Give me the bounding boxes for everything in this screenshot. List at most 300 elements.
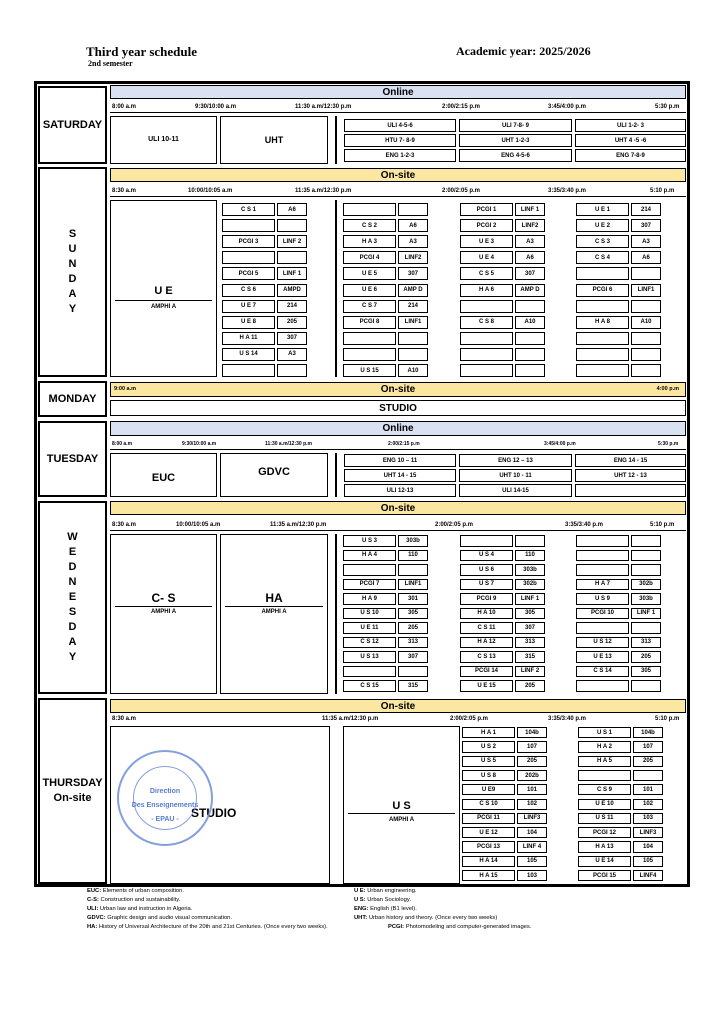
course-cell: C S 10	[462, 799, 515, 810]
room-cell: AMPD	[277, 284, 307, 297]
room-cell: 307	[631, 219, 661, 232]
course-cell: PCGI 5	[222, 267, 275, 280]
room-label: AMPHI A	[261, 609, 287, 615]
legend-item: PCGI: Photomodeling and computer-generated images.	[388, 924, 532, 930]
course-cell: C S 8	[460, 316, 513, 329]
day-mode: On-site	[53, 792, 92, 804]
course-cell	[576, 680, 629, 692]
room-cell: 110	[398, 550, 428, 562]
day-letter: Y	[68, 303, 77, 315]
course-cell: ENG 12 – 13	[459, 454, 572, 467]
course-cell: C S 2	[343, 219, 396, 232]
room-cell	[631, 564, 661, 576]
room-cell: 205	[517, 756, 547, 767]
course-cell: H A 9	[343, 593, 396, 605]
course-cell: UHT 4 -5 -6	[575, 134, 686, 147]
course-cell	[576, 348, 629, 361]
course-cell	[343, 666, 396, 678]
course-cell: HTU 7- 8-9	[344, 134, 456, 147]
room-cell: 303b	[398, 535, 428, 547]
room-cell	[515, 332, 545, 345]
room-cell: 214	[277, 300, 307, 313]
room-cell: 214	[398, 300, 428, 313]
time-label: 2:00/2:05 p.m	[442, 188, 481, 194]
course-cell	[343, 332, 396, 345]
course-cell	[460, 535, 513, 547]
room-cell: 101	[633, 784, 663, 795]
course-block-ha	[220, 534, 328, 694]
course-cell	[576, 622, 629, 634]
course-cell: ENG 14 - 15	[575, 454, 686, 467]
room-cell	[398, 332, 428, 345]
room-cell: A3	[398, 235, 428, 248]
room-cell: 313	[515, 637, 545, 649]
mode-band-online: Online	[110, 85, 686, 99]
room-cell: LINF 4	[517, 841, 547, 852]
course-cell: C S 4	[576, 251, 629, 264]
room-cell: 205	[398, 622, 428, 634]
room-cell: LINF1	[398, 316, 428, 329]
course-cell: H A 4	[343, 550, 396, 562]
room-cell: 305	[515, 608, 545, 620]
time-label: 3:35/3:40 p.m	[548, 188, 587, 194]
course-cell	[576, 300, 629, 313]
legend-item: UHT: Urban history and theory. (Once every two weeks)	[354, 915, 498, 921]
time-label: 5:10 p.m	[650, 522, 675, 528]
room-cell: 102	[633, 799, 663, 810]
room-cell: LINF4	[633, 870, 663, 881]
time-label: 8:00 a.m	[112, 104, 137, 110]
room-cell: LINF 1	[515, 593, 545, 605]
course-cell	[578, 770, 631, 781]
room-cell: 302b	[631, 579, 661, 591]
day-thursday	[38, 698, 107, 884]
room-cell	[515, 364, 545, 377]
room-cell: 305	[398, 608, 428, 620]
course-cell: U E 6	[343, 284, 396, 297]
day-letter: A	[68, 636, 77, 648]
room-cell: 205	[631, 651, 661, 663]
course-block	[110, 116, 217, 164]
course-cell: C S 1	[222, 203, 275, 216]
room-cell	[633, 770, 663, 781]
course-cell: U S 15	[343, 364, 396, 377]
room-cell	[631, 680, 661, 692]
course-cell: ENG 1-2-3	[344, 149, 456, 162]
course-cell: H A 15	[462, 870, 515, 881]
course-cell	[343, 348, 396, 361]
course-cell: U E 11	[343, 622, 396, 634]
legend-item: HA: History of Universal Architecture of the 20th and 21st Centuries. (Once every two weeks).	[87, 924, 328, 930]
official-stamp	[117, 750, 213, 846]
course-cell: ENG 7-8-9	[575, 149, 686, 162]
course-cell	[576, 535, 629, 547]
course-block	[110, 453, 217, 497]
mode-band-onsite: On-site	[110, 501, 686, 515]
course-cell: U S 13	[343, 651, 396, 663]
room-cell: A3	[631, 235, 661, 248]
room-cell: 105	[633, 856, 663, 867]
room-cell: 313	[631, 637, 661, 649]
room-cell	[277, 364, 307, 377]
course-cell: U E 14	[578, 856, 631, 867]
time-row-tuesday	[110, 438, 686, 450]
course-cell: U E 13	[576, 651, 629, 663]
legend-item: U E: Urban engineering.	[354, 888, 417, 894]
course-cell: UHT 1-2-3	[459, 134, 572, 147]
course-cell: H A 11	[222, 332, 275, 345]
course-cell: H A 8	[576, 316, 629, 329]
room-cell	[631, 348, 661, 361]
course-label: HA	[265, 591, 283, 605]
course-cell: PCGI 3	[222, 235, 275, 248]
course-cell: U S 12	[576, 637, 629, 649]
room-cell: AMP D	[398, 284, 428, 297]
course-cell: C S 9	[578, 784, 631, 795]
day-letter: W	[67, 531, 78, 543]
course-cell: C S 7	[343, 300, 396, 313]
semester-label: 2nd semester	[88, 59, 133, 68]
course-label: C- S	[151, 591, 176, 605]
course-cell: U E 4	[460, 251, 513, 264]
room-cell: LINF 2	[277, 235, 307, 248]
time-label: 8:30 a.m	[112, 522, 137, 528]
time-row-wednesday	[110, 519, 686, 531]
course-cell: U E 5	[343, 267, 396, 280]
course-cell: H A 1	[462, 727, 515, 738]
course-cell	[576, 564, 629, 576]
time-label: 11:35 a.m/12:30 p.m	[270, 522, 327, 528]
room-cell: 307	[515, 267, 545, 280]
course-cell: U E 2	[576, 219, 629, 232]
room-cell: LINF1	[398, 579, 428, 591]
course-cell: C S 13	[460, 651, 513, 663]
room-cell: 107	[517, 741, 547, 752]
course-cell: PCGI 9	[460, 593, 513, 605]
day-wednesday	[38, 501, 107, 694]
mode-band-online: Online	[110, 421, 686, 436]
course-cell: PCGI 1	[460, 203, 513, 216]
course-cell: PCGI 2	[460, 219, 513, 232]
divider	[335, 116, 337, 164]
room-cell: 205	[515, 680, 545, 692]
course-cell: PCGI 6	[576, 284, 629, 297]
day-letter: S	[68, 228, 77, 240]
course-cell: U S 3	[343, 535, 396, 547]
room-cell: 103	[517, 870, 547, 881]
legend-item: EUC: Elements of urban composition.	[87, 888, 184, 894]
studio-label: STUDIO	[191, 806, 237, 820]
room-cell: 307	[398, 651, 428, 663]
course-cell: UHT 10 - 11	[459, 469, 572, 482]
course-cell: H A 10	[460, 608, 513, 620]
room-cell: 307	[398, 267, 428, 280]
course-cell: PCGI 14	[460, 666, 513, 678]
course-cell: ENG 10 – 11	[344, 454, 456, 467]
mode-band-onsite: On-site	[110, 168, 686, 182]
mode-band-onsite: 9:00 a.m On-site 4:00 p.m	[110, 382, 686, 397]
room-cell: 307	[515, 622, 545, 634]
course-cell: U E 10	[578, 799, 631, 810]
course-cell: H A 3	[343, 235, 396, 248]
course-cell: U S 5	[462, 756, 515, 767]
room-cell: A6	[515, 251, 545, 264]
room-cell: 301	[398, 593, 428, 605]
room-cell: 305	[631, 666, 661, 678]
course-cell	[576, 332, 629, 345]
course-cell: U S 4	[460, 550, 513, 562]
day-letter: E	[68, 591, 77, 603]
room-cell	[398, 564, 428, 576]
room-cell	[398, 666, 428, 678]
room-cell: 202b	[517, 770, 547, 781]
stamp-text: - EPAU -	[151, 816, 179, 823]
time-row-saturday	[110, 101, 686, 113]
course-cell	[576, 267, 629, 280]
room-cell: 105	[517, 856, 547, 867]
studio-block: STUDIO	[110, 400, 686, 416]
time-label: 3:45/4:00 p.m	[544, 441, 576, 447]
course-cell: ULI 7-8- 9	[459, 119, 572, 132]
room-cell: 104	[517, 827, 547, 838]
day-name: THURSDAY	[42, 777, 103, 789]
course-cell: ULI 14-15	[459, 484, 572, 497]
room-cell: LINF1	[631, 284, 661, 297]
course-cell: PCGI 8	[343, 316, 396, 329]
room-cell: LINF 1	[631, 608, 661, 620]
course-cell: PCGI 11	[462, 813, 515, 824]
day-letter: D	[68, 273, 77, 285]
course-cell: ULI 1-2- 3	[575, 119, 686, 132]
time-label: 8:30 a.m	[112, 716, 137, 722]
course-cell: C S 3	[576, 235, 629, 248]
legend-item: U S: Urban Sociology.	[354, 897, 411, 903]
course-cell: C S 12	[343, 637, 396, 649]
course-cell: U E 7	[222, 300, 275, 313]
time-row-thursday	[110, 713, 686, 725]
course-cell: ULI 12-13	[344, 484, 456, 497]
room-cell: LINF 1	[277, 267, 307, 280]
course-cell: H A 12	[460, 637, 513, 649]
room-cell	[631, 332, 661, 345]
day-saturday: SATURDAY	[38, 86, 107, 164]
day-monday: MONDAY	[38, 381, 107, 417]
course-cell: H A 2	[578, 741, 631, 752]
day-letter: A	[68, 288, 77, 300]
course-cell: U S 7	[460, 579, 513, 591]
room-cell: 302b	[515, 579, 545, 591]
course-label: U E	[154, 285, 173, 297]
time-label: 3:35/3:40 p.m	[548, 716, 587, 722]
day-letter: E	[68, 546, 77, 558]
time-label: 3:35/3:40 p.m	[565, 522, 604, 528]
room-cell: LINF2	[398, 251, 428, 264]
room-cell: LINF 2	[515, 666, 545, 678]
course-cell: PCGI 15	[578, 870, 631, 881]
course-cell: H A 7	[576, 579, 629, 591]
mode-band-onsite: On-site	[110, 699, 686, 713]
legend-item: C-S: Construction and sustainability.	[87, 897, 181, 903]
room-cell	[515, 348, 545, 361]
course-cell: U S 9	[576, 593, 629, 605]
time-label: 4:00 p.m	[656, 386, 679, 392]
room-cell: A10	[398, 364, 428, 377]
course-cell	[460, 348, 513, 361]
course-cell	[576, 550, 629, 562]
room-cell	[631, 535, 661, 547]
room-cell: 303b	[515, 564, 545, 576]
course-cell: PCGI 13	[462, 841, 515, 852]
room-cell: 104	[633, 841, 663, 852]
stamp-text: Des Enseignements	[131, 802, 199, 809]
course-cell: U S 2	[462, 741, 515, 752]
course-cell	[222, 364, 275, 377]
room-cell	[515, 535, 545, 547]
course-cell: C S 14	[576, 666, 629, 678]
day-letter: N	[68, 258, 77, 270]
course-cell: C S 6	[222, 284, 275, 297]
course-cell: PCGI 4	[343, 251, 396, 264]
room-cell: A6	[398, 219, 428, 232]
room-cell	[631, 300, 661, 313]
course-cell: U S 10	[343, 608, 396, 620]
course-cell: PCGI 10	[576, 608, 629, 620]
time-label: 5:30 p.m	[658, 441, 679, 447]
room-cell: 103	[633, 813, 663, 824]
course-block-ue	[110, 200, 217, 377]
room-cell: 205	[633, 756, 663, 767]
course-cell	[343, 203, 396, 216]
room-label: AMPHI A	[388, 817, 415, 823]
time-label: 11:35 a.m/12:30 p.m	[322, 716, 379, 722]
course-cell: U E 15	[460, 680, 513, 692]
time-label: 11:30 a.m/12:30 p.m	[265, 441, 312, 447]
room-cell: AMP D	[515, 284, 545, 297]
legend-item: ULI: Urban law and instruction in Algeria.	[87, 906, 193, 912]
course-cell: ENG 4-5-6	[459, 149, 572, 162]
room-cell: 214	[631, 203, 661, 216]
course-cell: U S 6	[460, 564, 513, 576]
course-block	[220, 453, 328, 497]
divider	[335, 200, 337, 377]
page-title: Third year schedule	[86, 44, 197, 59]
day-letter: Y	[68, 651, 77, 663]
course-cell: UHT 14 - 15	[344, 469, 456, 482]
day-letter: S	[68, 606, 77, 618]
course-label: U S	[392, 800, 411, 812]
room-cell: 307	[277, 332, 307, 345]
room-cell	[631, 622, 661, 634]
room-cell	[398, 203, 428, 216]
course-cell: U S 1	[578, 727, 631, 738]
room-cell: 205	[277, 316, 307, 329]
room-cell: 315	[398, 680, 428, 692]
room-cell: A6	[277, 203, 307, 216]
time-label: 9:00 a.m	[114, 386, 137, 392]
course-cell: H A 14	[462, 856, 515, 867]
time-label: 10:00/10:05 a.m	[176, 522, 221, 528]
room-cell: A10	[515, 316, 545, 329]
room-cell: A3	[277, 348, 307, 361]
room-cell	[631, 550, 661, 562]
time-label: 10:00/10:05 a.m	[188, 188, 233, 194]
time-label: 5:30 p.m	[655, 104, 680, 110]
stamp-text: Direction	[149, 788, 181, 795]
time-label: 9:30/10:00 a.m	[182, 441, 217, 447]
course-cell	[343, 564, 396, 576]
course-cell: C S 5	[460, 267, 513, 280]
room-cell: LINF 1	[515, 203, 545, 216]
course-label: GDVC	[258, 466, 290, 478]
course-cell	[460, 332, 513, 345]
course-cell	[576, 364, 629, 377]
divider	[335, 453, 337, 497]
course-cell	[222, 251, 275, 264]
course-label: UHT	[264, 135, 284, 145]
room-cell: 101	[517, 784, 547, 795]
course-label: ULI 10-11	[148, 136, 179, 143]
room-cell: A3	[515, 235, 545, 248]
day-sunday	[38, 167, 107, 377]
time-label: 5:10 p.m	[655, 716, 680, 722]
room-cell: 104b	[633, 727, 663, 738]
course-cell: UHT 12 - 13	[575, 469, 686, 482]
time-label: 8:30 a.m	[112, 188, 137, 194]
course-cell: U E 8	[222, 316, 275, 329]
course-cell: U S 11	[578, 813, 631, 824]
room-cell	[277, 251, 307, 264]
room-cell: A10	[631, 316, 661, 329]
room-cell	[631, 364, 661, 377]
course-cell: PCGI 12	[578, 827, 631, 838]
course-cell: H A 13	[578, 841, 631, 852]
course-cell: U S 14	[222, 348, 275, 361]
course-block-us	[343, 726, 460, 884]
legend-item: GDVC: Graphic design and audio visual communication.	[87, 915, 233, 921]
time-label: 3:45/4:00 p.m	[548, 104, 587, 110]
course-cell: U E9	[462, 784, 515, 795]
day-tuesday: TUESDAY	[38, 421, 107, 497]
day-letter: N	[68, 576, 77, 588]
time-label: 9:30/10:00 a.m	[195, 104, 237, 110]
time-label: 2:00/2:15 p.m	[442, 104, 481, 110]
legend-item: ENG: English (B1 level).	[354, 906, 417, 912]
room-cell	[398, 348, 428, 361]
course-label: EUC	[151, 472, 176, 484]
course-cell	[575, 484, 686, 497]
time-label: 2:00/2:15 p.m	[388, 441, 420, 447]
day-letter: D	[68, 621, 77, 633]
room-label: AMPHI A	[150, 609, 177, 615]
course-cell: U S 8	[462, 770, 515, 781]
academic-year: Academic year: 2025/2026	[456, 44, 591, 58]
room-cell: 110	[515, 550, 545, 562]
room-cell	[277, 219, 307, 232]
divider	[335, 534, 337, 694]
room-cell: 315	[515, 651, 545, 663]
day-letter: U	[68, 243, 77, 255]
course-cell: U E 12	[462, 827, 515, 838]
course-block-cs	[110, 534, 217, 694]
room-cell: 303b	[631, 593, 661, 605]
course-cell	[222, 219, 275, 232]
course-cell	[460, 364, 513, 377]
room-cell: 107	[633, 741, 663, 752]
course-cell: C S 15	[343, 680, 396, 692]
course-cell: C S 11	[460, 622, 513, 634]
room-cell: 313	[398, 637, 428, 649]
room-label: AMPHI A	[150, 304, 177, 310]
